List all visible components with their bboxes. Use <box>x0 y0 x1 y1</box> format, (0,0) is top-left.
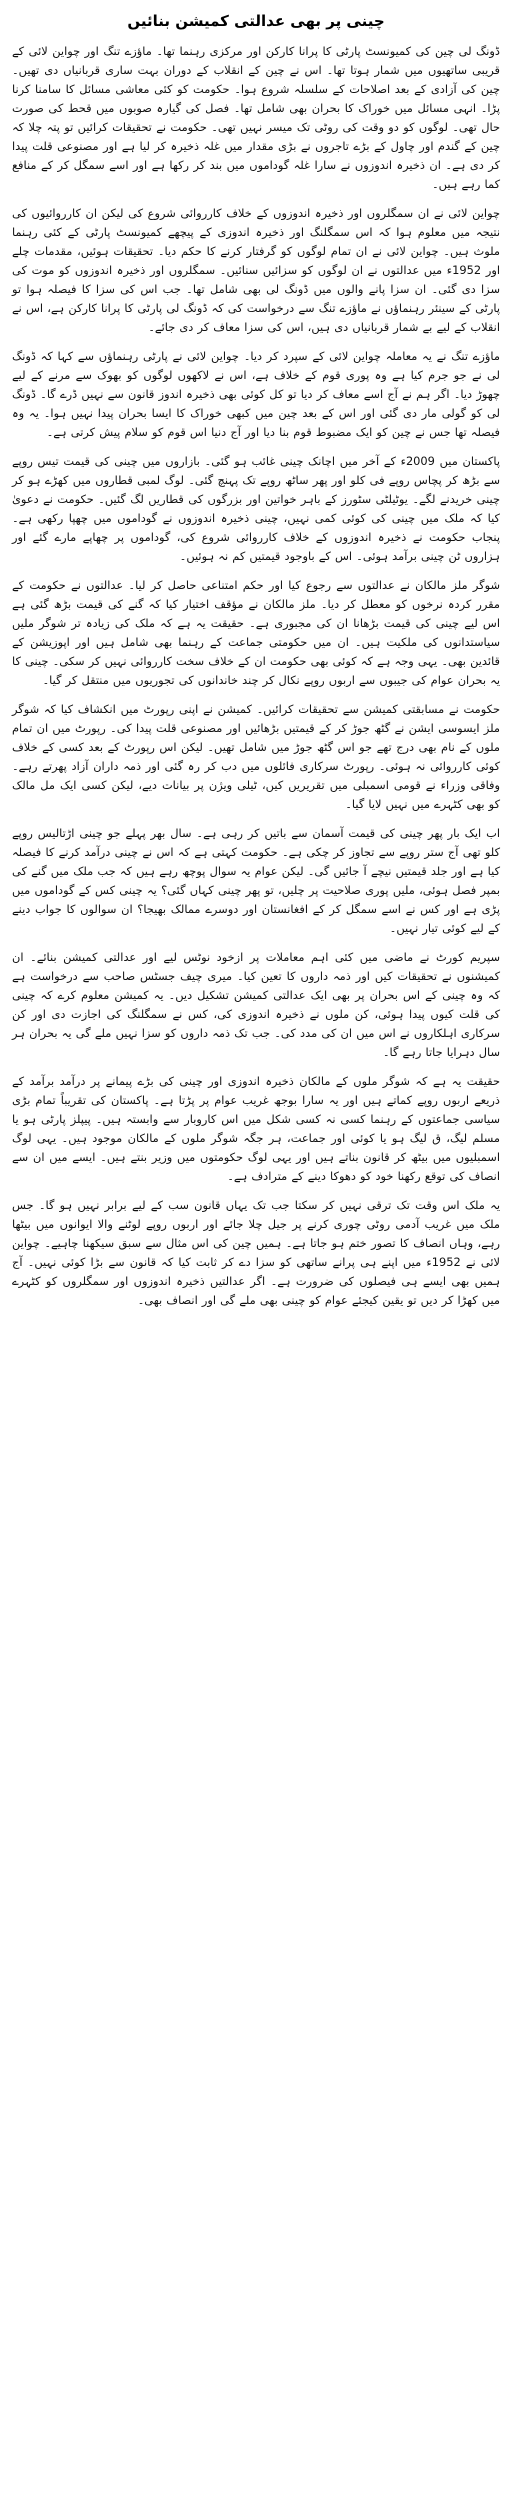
article-paragraph: پاکستان میں 2009ء کے آخر میں اچانک چینی غائب ہو گئی۔ بازاروں میں چینی کی قیمت تیس روپے سے بڑھ کر پچاس روپے فی کلو اور پھر ساٹھ روپے تک پہنچ گئی۔ لوگ لمبی قطاروں میں کھڑے ہو کر چینی خریدنے لگے۔ یوٹیلٹی سٹورز کے باہر خواتین اور بزرگوں کی قطاریں لگ گئیں۔ حکومت نے دعویٰ کیا کہ ملک میں چینی کی کوئی کمی نہیں، چینی ذخیرہ اندوزوں نے گوداموں میں چھپا رکھی ہے۔ پنجاب حکومت نے ذخیرہ اندوزوں کے خلاف کارروائی شروع کی، گوداموں پر چھاپے مارے گئے اور ہزاروں ٹن چینی برآمد ہوئی۔ اس کے باوجود قیمتیں کم نہ ہوئیں۔ <box>12 454 500 563</box>
article-paragraph: چواین لائی نے ان سمگلروں اور ذخیرہ اندوزوں کے خلاف کارروائی شروع کی لیکن ان کارروائیوں کی نتیجہ میں معلوم ہوا کہ اس سمگلنگ اور ذخیرہ اندوزی کے پیچھے کمیونسٹ پارٹی کے کئی رہنما ملوث ہیں۔ چواین لائی نے ان تمام لوگوں کو گرفتار کرنے کا حکم دیا۔ تحقیقات ہوئیں، مقدمات چلے اور 1952ء میں عدالتوں نے ان لوگوں کو سزائیں سنائیں۔ سمگلروں اور ذخیرہ اندوزوں کو موت کی سزا دی گئی۔ ان سزا پانے والوں میں ڈونگ لی بھی شامل تھا۔ جب اس کی سزا کا فیصلہ ہوا تو پارٹی کے سینئر رہنماؤں نے ماؤزے تنگ سے درخواست کی کہ ڈونگ لی پارٹی کا پرانا کارکن ہے، اس نے انقلاب کے لیے بے شمار قربانیاں دی ہیں، اس کی سزا معاف کر دی جائے۔ <box>12 206 500 334</box>
article-body <box>12 42 500 1310</box>
article-paragraph: ماؤزے تنگ نے یہ معاملہ چواین لائی کے سپرد کر دیا۔ چواین لائی نے پارٹی رہنماؤں سے کہا کہ ڈونگ لی نے جو جرم کیا ہے وہ پوری قوم کے خلاف ہے، اس نے لاکھوں لوگوں کو بھوک سے مرنے کے لیے چھوڑ دیا۔ اگر ہم نے آج اسے معاف کر دیا تو کل کوئی بھی ذخیرہ اندوز قانون سے نہیں ڈرے گا۔ ڈونگ لی کو گولی مار دی گئی اور اس کے بعد چین میں کبھی خوراک کا ایسا بحران پیدا نہیں ہوا۔ یہ وہ فیصلہ تھا جس نے چین کو ایک مضبوط قوم بنا دیا اور آج دنیا اس قوم کو سلام پیش کرتی ہے۔ <box>12 349 500 439</box>
article-paragraph: شوگر ملز مالکان نے عدالتوں سے رجوع کیا اور حکم امتناعی حاصل کر لیا۔ عدالتوں نے حکومت کے مقرر کردہ نرخوں کو معطل کر دیا۔ ملز مالکان نے مؤقف اختیار کیا کہ گنے کی قیمت بڑھ گئی ہے اس لیے چینی کی قیمت بڑھانا ان کی مجبوری ہے۔ حقیقت یہ ہے کہ ملک کی زیادہ تر شوگر ملیں سیاستدانوں کی ملکیت ہیں۔ ان میں حکومتی جماعت کے رہنما بھی شامل ہیں اور اپوزیشن کے قائدین بھی۔ یہی وجہ ہے کہ کوئی بھی حکومت ان کے خلاف سخت کارروائی نہیں کر سکی۔ چینی کا یہ بحران عوام کی جیبوں سے اربوں روپے نکال کر چند خاندانوں کی تجوریوں میں منتقل کر گیا۔ <box>12 578 500 687</box>
article-paragraph: حکومت نے مسابقتی کمیشن سے تحقیقات کرائیں۔ کمیشن نے اپنی رپورٹ میں انکشاف کیا کہ شوگر ملز ایسوسی ایشن نے گٹھ جوڑ کر کے قیمتیں بڑھائیں اور مصنوعی قلت پیدا کی۔ رپورٹ میں ان تمام ملوں کے نام بھی درج تھے جو اس گٹھ جوڑ میں شامل تھیں۔ لیکن اس رپورٹ کے بعد کسی کے خلاف کوئی کارروائی نہ ہوئی۔ رپورٹ سرکاری فائلوں میں دب کر رہ گئی اور ذمہ داران آزاد پھرتے رہے۔ وفاقی وزراء نے قومی اسمبلی میں تقریریں کیں، ٹیلی ویژن پر بیانات دیے، لیکن کسی ایک مل مالک کو بھی کٹہرے میں نہیں لایا گیا۔ <box>12 702 500 811</box>
article-paragraph: حقیقت یہ ہے کہ شوگر ملوں کے مالکان ذخیرہ اندوزی اور چینی کی بڑے پیمانے پر درآمد برآمد کے ذریعے اربوں روپے کماتے ہیں اور یہ سارا بوجھ غریب عوام پر پڑتا ہے۔ پاکستان کی تقریباً تمام بڑی سیاسی جماعتوں کے رہنما کسی نہ کسی شکل میں اس کاروبار سے وابستہ ہیں۔ پیپلز پارٹی ہو یا مسلم لیگ، ق لیگ ہو یا کوئی اور جماعت، ہر جگہ شوگر ملوں کے مالکان موجود ہیں۔ یہی لوگ اسمبلیوں میں بیٹھ کر قانون بناتے ہیں اور یہی لوگ حکومتوں میں وزیر بنتے ہیں۔ ایسے میں ان سے انصاف کی توقع رکھنا خود کو دھوکا دینے کے مترادف ہے۔ <box>12 1074 500 1183</box>
article-headline: چینی پر بھی عدالتی کمیشن بنائیں <box>127 12 385 30</box>
article-paragraph: اب ایک بار پھر چینی کی قیمت آسمان سے باتیں کر رہی ہے۔ سال بھر پہلے جو چینی اڑتالیس روپے کلو تھی آج ستر روپے سے تجاوز کر چکی ہے۔ حکومت کہتی ہے کہ اس نے چینی درآمد کرنے کا فیصلہ کیا ہے اور جلد قیمتیں نیچے آ جائیں گی۔ لیکن عوام یہ سوال پوچھ رہے ہیں کہ جب ملک میں گنے کی بمپر فصل ہوئی، ملیں پوری صلاحیت پر چلیں، تو پھر چینی کہاں گئی؟ یہ چینی کس کے گوداموں میں پڑی ہے اور کس نے اسے سمگل کر کے افغانستان اور دوسرے ممالک بھیجا؟ ان سوالوں کا جواب دینے کے لیے کوئی تیار نہیں۔ <box>12 826 500 935</box>
article-paragraph: یہ ملک اس وقت تک ترقی نہیں کر سکتا جب تک یہاں قانون سب کے لیے برابر نہیں ہو گا۔ جس ملک میں غریب آدمی روٹی چوری کرنے پر جیل چلا جائے اور اربوں روپے لوٹنے والا ایوانوں میں بیٹھا رہے، وہاں انصاف کا تصور ختم ہو جاتا ہے۔ ہمیں چین کی اس مثال سے سبق سیکھنا چاہیے۔ چواین لائی نے 1952ء میں اپنے ہی پرانے ساتھی کو سزا دے کر ثابت کیا کہ قانون سے بڑا کوئی نہیں۔ آج ہمیں بھی ایسے ہی فیصلوں کی ضرورت ہے۔ اگر عدالتیں ذخیرہ اندوزوں اور سمگلروں کو کٹہرے میں کھڑا کر دیں تو یقین کیجئے عوام کو چینی بھی ملے گی اور انصاف بھی۔ <box>12 1198 501 1307</box>
article-paragraph: ڈونگ لی چین کی کمیونسٹ پارٹی کا پرانا کارکن اور مرکزی رہنما تھا۔ ماؤزے تنگ اور چواین لائی کے قریبی ساتھیوں میں شمار ہوتا تھا۔ اس نے چین کے انقلاب کے دوران بہت ساری قربانیاں دی تھیں۔ چین کی آزادی کے بعد اصلاحات کے سلسلہ شروع ہوا۔ حکومت کو کئی معاشی مسائل کا سامنا کرنا پڑا۔ انہی مسائل میں خوراک کا بحران بھی شامل تھا۔ فصل کی گیارہ صوبوں میں قحط کی صورت حال تھی۔ لوگوں کو دو وقت کی روٹی تک میسر نہیں تھی۔ حکومت نے تحقیقات کرائیں تو پتہ چلا کہ چین کے گندم اور چاول کے بڑے تاجروں نے بڑی مقدار میں غلہ ذخیرہ کر لیا ہے اور مصنوعی قلت پیدا کر دی ہے۔ ان ذخیرہ اندوزوں نے سارا غلہ گوداموں میں بند کر رکھا ہے اور اسے سمگل کر کے منافع کما رہے ہیں۔ <box>12 44 500 191</box>
article-paragraph: سپریم کورٹ نے ماضی میں کئی اہم معاملات پر ازخود نوٹس لیے اور عدالتی کمیشن بنائے۔ ان کمیشنوں نے تحقیقات کیں اور ذمہ داروں کا تعین کیا۔ میری چیف جسٹس صاحب سے درخواست ہے کہ وہ چینی کے اس بحران پر بھی ایک عدالتی کمیشن تشکیل دیں۔ یہ کمیشن معلوم کرے کہ چینی کی قلت کیوں پیدا ہوئی، کن ملوں نے ذخیرہ اندوزی کی، کس نے سمگلنگ کی اجازت دی اور کن سرکاری اہلکاروں نے اس میں ان کی مدد کی۔ جب تک ذمہ داروں کو سزا نہیں ملے گی یہ بحران ہر سال دہرایا جاتا رہے گا۔ <box>12 950 500 1059</box>
